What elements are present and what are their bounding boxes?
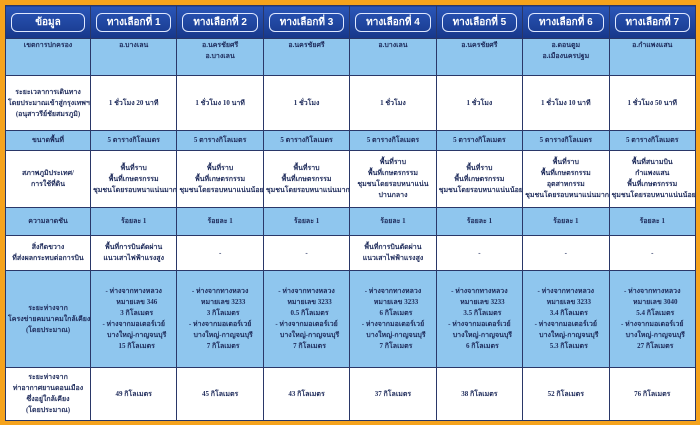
header-option-1 [91,6,177,39]
cell-line: อ.เมืองนครปฐม [542,52,590,60]
cell-line: - ห่างจากทางหลวง [105,287,162,295]
cell-line: - [305,248,308,257]
cell-option-3 [263,208,349,236]
cell-line: ชุมชนโดยรอบหนาแน่น [357,180,429,188]
cell-line: 5 ตารางกิโลเมตร [107,136,160,144]
row-label [6,236,91,271]
cell-line: ร้อยละ 1 [466,217,493,225]
cell-line: 7 กิโลเมตร [206,342,240,350]
cell-option-7 [609,271,695,368]
cell-option-7 [609,236,695,271]
row-label-line: โดยประมาณเข้าสู่กรุงเทพฯ [8,98,90,107]
cell-line: 45 กิโลเมตร [201,389,239,398]
cell-line: 5 ตารางกิโลเมตร [193,136,247,144]
table-row [6,151,696,208]
cell-line: พื้นที่สนามบิน [631,158,673,166]
header-row [6,6,696,39]
cell-line: - [651,248,654,257]
cell-line: บางใหญ่-กาญจนบุรี [366,331,426,339]
cell-line: บางใหญ่-กาญจนบุรี [625,331,685,339]
cell-line: 1 ชั่วโมง [293,98,320,107]
cell-option-5 [436,271,522,368]
row-label-line: ระยะเวลาการเดินทาง [15,87,81,96]
cell-line: พื้นที่เกษตรกรรม [454,174,505,183]
row-label-line: เขตการปกครอง [23,41,73,49]
cell-line: - ห่างจากทางหลวง [624,287,681,295]
cell-line: แนวเสาไฟฟ้าแรงสูง [103,254,164,262]
cell-line: บางใหญ่-กาญจนบุรี [193,331,253,339]
cell-line: อ.นครชัยศรี [202,41,239,49]
cell-line: 49 กิโลเมตร [115,389,152,398]
cell-option-4 [350,76,436,131]
cell-option-5 [436,208,522,236]
cell-line: - ห่างจากทางหลวง [537,287,595,295]
cell-option-1 [91,76,177,131]
cell-option-1 [91,236,177,271]
row-label-line: โครงข่ายคมนาคมใกล้เคียง [8,314,91,323]
cell-option-3 [263,76,349,131]
cell-line: พื้นที่ราบ [293,163,320,172]
cell-line: หมายเลข 3233 [373,298,419,306]
cell-line: พื้นที่เกษตรกรรม [540,169,591,177]
cell-line: พื้นที่ราบ [207,163,234,172]
cell-line: หมายเลข 3233 [287,298,332,306]
cell-option-2 [177,271,263,368]
cell-option-7 [609,208,695,236]
header-option-6 [523,6,609,39]
cell-line: - ห่างจากมอเตอร์เวย์ [621,320,684,328]
row-label-line: ท่าอากาศยานดอนเมือง [12,384,84,392]
cell-line: หมายเลข 3233 [200,298,246,306]
cell-line: 5 ตารางกิโลเมตร [539,136,593,144]
cell-option-3 [263,271,349,368]
cell-option-6 [523,236,609,271]
header-data [6,6,91,39]
cell-line: 6 กิโลเมตร [379,309,413,317]
cell-line: - ห่างจากมอเตอร์เวย์ [102,320,165,328]
cell-line: ร้อยละ 1 [380,217,406,225]
cell-line: 43 กิโลเมตร [288,389,325,398]
row-label-line: การใช้ที่ดิน [30,180,66,188]
cell-line: ชุมชนโดยรอบหนาแน่นมาก [525,191,610,199]
cell-line: อ.นครชัยศรี [461,41,498,49]
cell-line: 5 ตารางกิโลเมตร [280,136,333,144]
cell-line: 5.3 กิโลเมตร [549,342,588,350]
cell-line: 38 กิโลเมตร [461,389,498,398]
cell-line: 5 ตารางกิโลเมตร [366,136,420,144]
header-label: ทางเลือกที่ 1 [96,13,171,32]
cell-option-3 [263,236,349,271]
row-label-line: ที่ส่งผลกระทบต่อการบิน [12,254,84,262]
cell-line: 1 ชั่วโมง [380,98,406,107]
row-label [6,131,91,151]
cell-option-6 [523,39,609,76]
cell-line: อ.บางเลน [119,41,149,49]
cell-option-4 [350,151,436,208]
cell-line: พื้นที่ราบ [379,158,407,166]
cell-line: - ห่างจากทางหลวง [451,287,508,295]
cell-line: ชุมชนโดยรอบหนาแน่นมาก [265,185,350,194]
cell-line: อ.นครชัยศรี [288,41,325,49]
table-row [6,131,696,151]
cell-line: - ห่างจากทางหลวง [364,287,422,295]
cell-option-4 [350,271,436,368]
cell-line: 7 กิโลเมตร [379,342,413,350]
cell-option-5 [436,368,522,421]
row-label-line: ระยะห่างจาก [28,373,68,381]
cell-line: ร้อยละ 1 [207,217,233,225]
cell-option-3 [263,131,349,151]
cell-line: ร้อยละ 1 [121,217,147,225]
header-label: ทางเลือกที่ 5 [442,13,517,32]
cell-line: 7 กิโลเมตร [293,342,326,350]
row-label [6,368,91,421]
cell-line: 5.4 กิโลเมตร [636,309,675,317]
header-label: ข้อมูล [11,13,85,32]
cell-line: บางใหญ่-กาญจนบุรี [107,331,167,339]
cell-option-6 [523,208,609,236]
row-label [6,39,91,76]
cell-option-2 [177,236,263,271]
cell-option-7 [609,131,695,151]
cell-line: อ.กำแพงแสน [632,41,673,49]
cell-line: 52 กิโลเมตร [547,389,584,398]
cell-option-6 [523,271,609,368]
header-option-2 [177,6,263,39]
cell-option-6 [523,368,609,421]
cell-line: พื้นที่เกษตรกรรม [195,174,246,183]
cell-line: 0.5 กิโลเมตร [290,309,329,317]
cell-option-3 [263,368,349,421]
cell-line: - ห่างจากมอเตอร์เวย์ [448,320,511,328]
header-label: ทางเลือกที่ 7 [615,13,690,32]
cell-line: พื้นที่เกษตรกรรม [108,174,159,183]
cell-line: - [478,248,481,257]
cell-line: พื้นที่การบินตัดผ่าน [364,243,422,251]
row-label-line: ซึ่งอยู่ใกล้เคียง [26,395,70,403]
cell-line: หมายเลข 3233 [460,298,505,306]
row-label-line: (โดยประมาณ) [25,325,71,334]
cell-line: 3 กิโลเมตร [120,309,154,317]
cell-line: - ห่างจากมอเตอร์เวย์ [275,320,338,328]
cell-line: 15 กิโลเมตร [118,342,155,350]
cell-option-6 [523,76,609,131]
cell-line: อุตสาหกรรม [546,180,585,188]
cell-line: 5 ตารางกิโลเมตร [453,136,506,144]
header-label: ทางเลือกที่ 6 [528,13,603,32]
cell-line: - ห่างจากทางหลวง [191,287,249,295]
cell-line: ปานกลาง [378,191,408,199]
cell-line: บางใหญ่-กาญจนบุรี [452,331,513,339]
cell-line: 3.5 กิโลเมตร [463,309,502,317]
site-options-comparison-table [5,5,696,421]
row-label-line: (อนุสาวรีย์ชัยสมรภูมิ) [15,109,81,118]
cell-option-4 [350,208,436,236]
cell-line: 1 ชั่วโมง 50 นาที [627,98,678,107]
table-row [6,76,696,131]
cell-option-2 [177,131,263,151]
cell-line: ชุมชนโดยรอบหนาแน่นน้อย [611,191,696,199]
cell-option-1 [91,368,177,421]
cell-line: พื้นที่การบินตัดผ่าน [105,243,163,251]
cell-line: 1 ชั่วโมง 10 นาที [541,98,591,107]
cell-line: 76 กิโลเมตร [634,389,671,398]
cell-line: พื้นที่ราบ [466,163,493,172]
cell-line: พื้นที่ราบ [120,163,147,172]
cell-line: - [218,248,222,257]
cell-line: ร้อยละ 1 [553,217,579,225]
cell-option-6 [523,151,609,208]
cell-line: 6 กิโลเมตร [465,342,499,350]
header-option-4 [350,6,436,39]
header-label: ทางเลือกที่ 3 [269,13,344,32]
cell-line: บางใหญ่-กาญจนบุรี [279,331,340,339]
cell-line: ชุมชนโดยรอบหนาแน่นน้อย [438,185,523,194]
row-label [6,271,91,368]
cell-option-3 [263,39,349,76]
cell-line: แนวเสาไฟฟ้าแรงสูง [362,254,424,262]
cell-option-1 [91,151,177,208]
header-label: ทางเลือกที่ 4 [355,13,430,32]
cell-line: ร้อยละ 1 [293,217,320,225]
table-row [6,39,696,76]
cell-line: พื้นที่เกษตรกรรม [627,180,678,188]
table-row [6,368,696,421]
cell-option-1 [91,39,177,76]
cell-line: พื้นที่ราบ [552,158,579,166]
cell-option-5 [436,131,522,151]
cell-line: พื้นที่เกษตรกรรม [281,174,332,183]
row-label-line: สิ่งกีดขวาง [31,243,65,251]
header-option-5 [436,6,522,39]
cell-option-5 [436,151,522,208]
cell-option-1 [91,271,177,368]
cell-line: - ห่างจากมอเตอร์เวย์ [188,320,252,328]
table-row [6,208,696,236]
cell-option-7 [609,368,695,421]
cell-option-4 [350,368,436,421]
cell-line: อ.ดอนตูม [551,41,581,49]
cell-line: พื้นที่เกษตรกรรม [368,169,418,177]
cell-line: กำแพงแสน [635,169,670,177]
cell-option-6 [523,131,609,151]
cell-option-5 [436,39,522,76]
cell-option-2 [177,368,263,421]
cell-option-3 [263,151,349,208]
cell-line: 1 ชั่วโมง 20 นาที [108,98,159,107]
header-option-3 [263,6,349,39]
header-option-7 [609,6,695,39]
row-label-line: ความลาดชัน [28,217,68,225]
cell-option-7 [609,151,695,208]
cell-line: - ห่างจากทางหลวง [278,287,335,295]
row-label [6,151,91,208]
row-label-line: สภาพภูมิประเทศ/ [21,169,75,177]
row-label [6,76,91,131]
cell-option-2 [177,39,263,76]
cell-option-4 [350,131,436,151]
cell-option-7 [609,76,695,131]
cell-option-5 [436,236,522,271]
cell-line: ชุมชนโดยรอบหนาแน่นน้อย [179,185,264,194]
cell-option-1 [91,208,177,236]
cell-line: - ห่างจากมอเตอร์เวย์ [534,320,598,328]
row-label-line: ระยะห่างจาก [28,303,68,312]
cell-line: อ.บางเลน [205,52,235,60]
cell-option-5 [436,76,522,131]
cell-line: อ.บางเลน [378,41,408,49]
row-label-line: (โดยประมาณ) [25,406,71,414]
cell-line: - ห่างจากมอเตอร์เวย์ [361,320,425,328]
cell-option-4 [350,236,436,271]
cell-line: 37 กิโลเมตร [374,389,412,398]
cell-line: - [564,248,567,257]
cell-line: หมายเลข 3040 [633,298,678,306]
cell-option-2 [177,151,263,208]
cell-option-7 [609,39,695,76]
cell-line: หมายเลข 3233 [546,298,592,306]
cell-line: บางใหญ่-กาญจนบุรี [539,331,599,339]
cell-line: 3.4 กิโลเมตร [549,309,588,317]
row-label-line: ขนาดพื้นที่ [31,136,65,144]
cell-line: หมายเลข 346 [116,298,158,306]
cell-line: ร้อยละ 1 [639,217,665,225]
cell-line: 1 ชั่วโมง [466,98,493,107]
cell-line: 1 ชั่วโมง 10 นาที [195,98,245,107]
cell-option-2 [177,208,263,236]
header-label: ทางเลือกที่ 2 [182,13,257,32]
cell-line: ชุมชนโดยรอบหนาแน่นมาก [93,185,177,194]
cell-option-4 [350,39,436,76]
table-row [6,271,696,368]
cell-line: 5 ตารางกิโลเมตร [626,136,679,144]
cell-line: 3 กิโลเมตร [206,309,240,317]
row-label [6,208,91,236]
cell-line: 27 กิโลเมตร [637,342,674,350]
table-row [6,236,696,271]
cell-option-2 [177,76,263,131]
cell-option-1 [91,131,177,151]
